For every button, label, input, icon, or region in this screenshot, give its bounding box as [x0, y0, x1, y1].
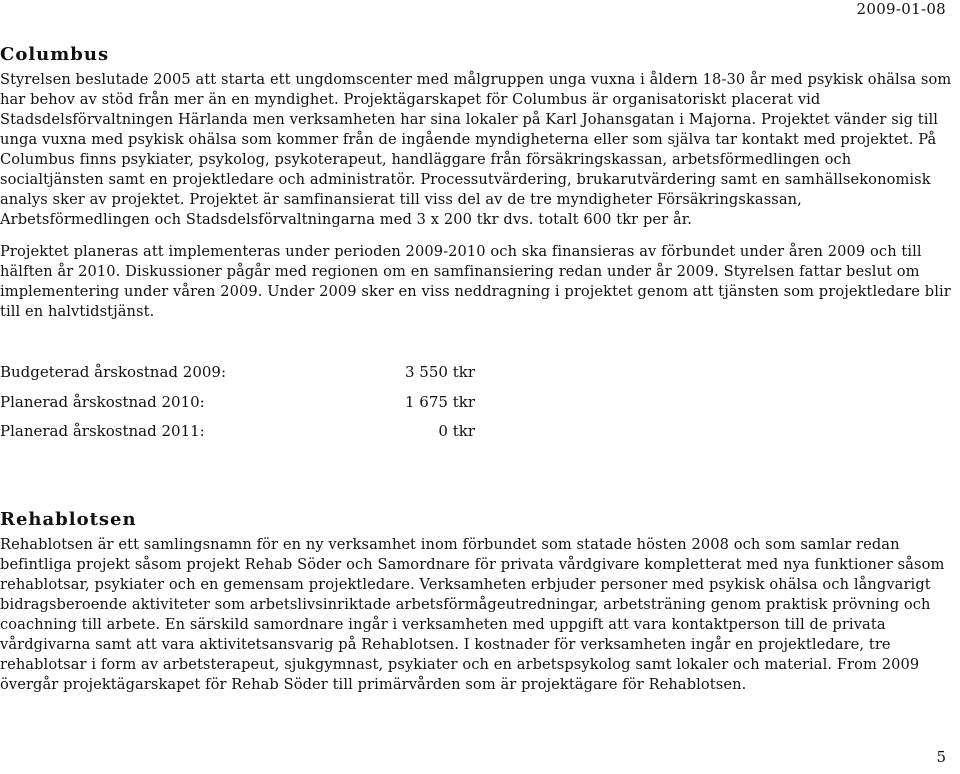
budget-label: Budgeterad årskostnad 2009:: [0, 363, 227, 381]
columbus-heading: Columbus: [0, 44, 110, 65]
budget-table: [0, 358, 500, 447]
budget-label: Planerad årskostnad 2011:: [0, 422, 205, 440]
rehablotsen-paragraph-1: Rehablotsen är ett samlingsnamn för en ny verksamhet inom förbundet som statade hösten 2008 och som samlar redan befintliga projekt såsom projekt Rehab Söder och Samordnare för privata vårdgivare kompletterat med nya funktioner såsom rehablotsar, psykiater och en gemensam projektledare. Verksamheten erbjuder personer med psykisk ohälsa och långvarigt bidragsberoende aktiviteter som arbetslivsinriktade arbetsförmågeutredningar, arbetsträning genom praktisk prövning och coachning till arbete. En särskild samordnare ingår i verksamheten med uppgift att vara kontaktperson till de privata vårdgivarna samt att vara aktivitetsansvarig på Rehablotsen. I kostnader för verksamheten ingår en projektledare, tre rehablotsar i form av arbetsterapeut, sjukgymnast, psykiater och en arbetspsykolog samt lokaler och material. From 2009 övergår projektägarskapet för Rehab Söder till primärvården som är projektägare för Rehablotsen.: [0, 536, 945, 693]
budget-row-2010: [0, 388, 500, 418]
columbus-section: [0, 44, 955, 322]
page-number: 5: [936, 748, 946, 766]
budget-row-2009: [0, 358, 500, 388]
budget-value: 1 675 tkr: [405, 392, 475, 411]
budget-label: Planerad årskostnad 2010:: [0, 392, 205, 411]
rehablotsen-section: [0, 509, 955, 695]
rehablotsen-heading: Rehablotsen: [0, 509, 137, 530]
columbus-paragraph-2: Projektet planeras att implementeras under perioden 2009-2010 och ska finansieras av förbundet under åren 2009 och till hälften år 2010. Diskussioner pågår med regionen om en samfinansiering redan under år 2009. Styrelsen fattar beslut om implementering under våren 2009. Under 2009 sker en viss neddragning i projektet genom att tjänsten som projektledare blir till en halvtidstjänst.: [0, 243, 951, 320]
budget-row-2011: [0, 417, 500, 447]
budget-value: 3 550 tkr: [405, 363, 475, 381]
budget-value: 0 tkr: [438, 422, 475, 440]
document-date: 2009-01-08: [856, 0, 946, 18]
columbus-paragraph-1: Styrelsen beslutade 2005 att starta ett ungdomscenter med målgruppen unga vuxna i åldern 18-30 år med psykisk ohälsa som har behov av stöd från mer än en myndighet. Projektägarskapet för Columbus är organisatoriskt placerat vid Stadsdelsförvaltningen Härlanda men verksamheten har sina lokaler på Karl Johansgatan i Majorna. Projektet vänder sig till unga vuxna med psykisk ohälsa som kommer från de ingående myndigheterna eller som själva tar kontakt med projektet. På Columbus finns psykiater, psykolog, psykoterapeut, handläggare från försäkringskassan, arbetsförmedlingen och socialtjänsten samt en projektledare och administratör. Processutvärdering, brukarutvärdering samt en samhällsekonomisk analys sker av projektet. Projektet är samfinansierat till viss del av de tre myndigheter Försäkringskassan, Arbetsförmedlingen och Stadsdelsförvaltningarna med 3 x 200 tkr dvs. totalt 600 tkr per år.: [0, 71, 952, 228]
